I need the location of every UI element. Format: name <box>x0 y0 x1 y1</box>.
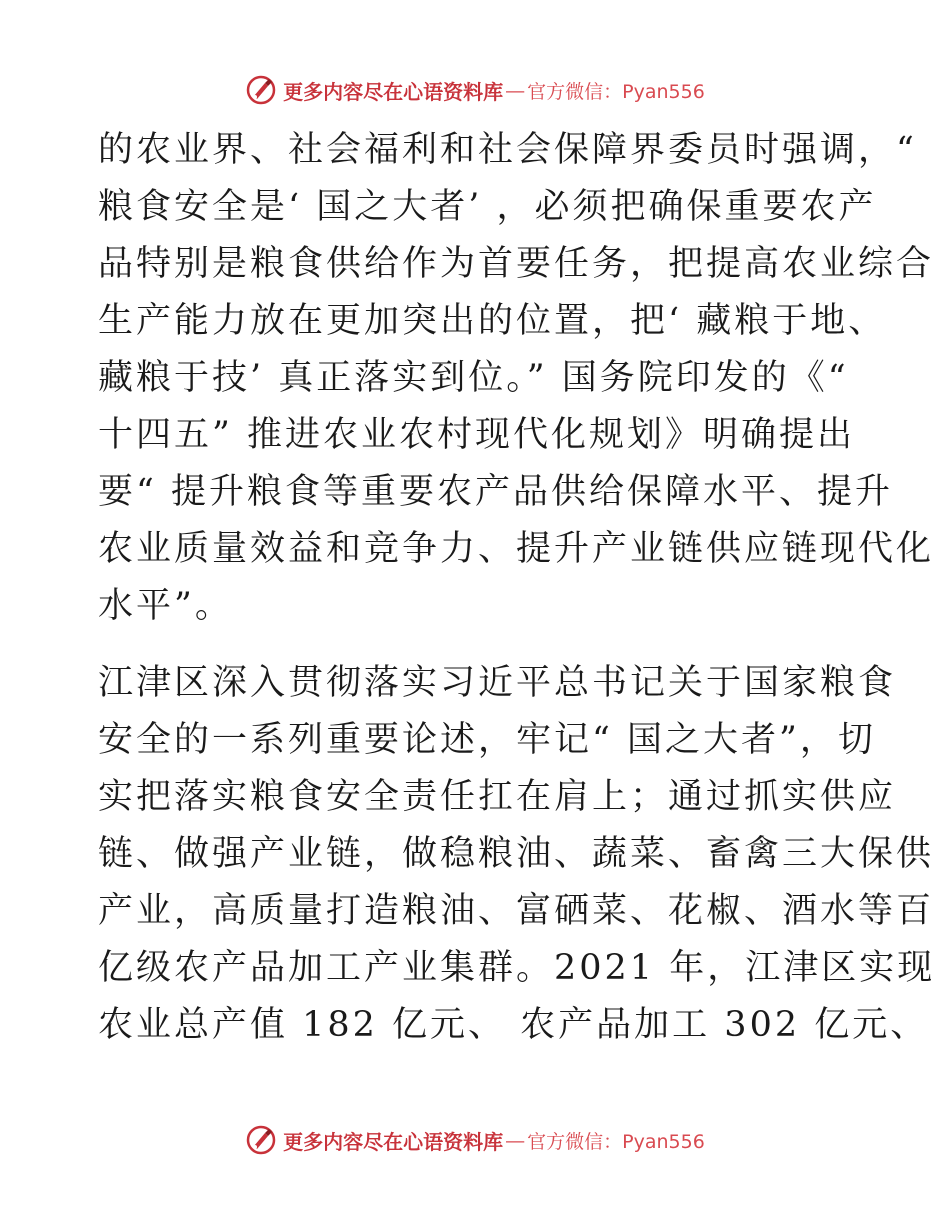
watermark-brand <box>245 1124 705 1156</box>
brand-name: 更多内容尽在心语资料库 <box>283 79 504 104</box>
brand-name: 更多内容尽在心语资料库 <box>283 1129 504 1154</box>
text-line: 亿级农产品加工产业集群。2021 年，江津区实现 <box>98 948 936 988</box>
brand-wechat: 官方微信：Pyan556 <box>527 80 705 103</box>
text-line: 的农业界、社会福利和社会保障界委员时强调，“ <box>98 130 917 170</box>
page-footer <box>0 1120 950 1160</box>
page-header <box>0 70 950 110</box>
watermark-brand <box>245 74 705 106</box>
text-line: 要“ 提升粮食等重要农产品供给保障水平、提升 <box>98 472 894 512</box>
text-line: 十四五” 推进农业农村现代化规划》明确提出 <box>98 415 856 455</box>
text-line: 粮食安全是‘ 国之大者’ ，必须把确保重要农产 <box>98 187 877 227</box>
brand-separator: — <box>505 78 526 102</box>
text-line: 生产能力放在更加突出的位置，把‘ 藏粮于地、 <box>98 301 887 341</box>
paragraph-2 <box>98 655 936 1054</box>
brand-logo-icon <box>245 1124 277 1156</box>
text-line: 品特别是粮食供给作为首要任务，把提高农业综合 <box>98 244 935 284</box>
paragraph-1 <box>98 122 935 635</box>
text-line: 链、做强产业链，做稳粮油、蔬菜、畜禽三大保供 <box>98 834 935 874</box>
text-line: 产业，高质量打造粮油、富硒菜、花椒、酒水等百 <box>98 891 935 931</box>
text-line: 实把落实粮食安全责任扛在肩上；通过抓实供应 <box>98 777 897 817</box>
text-line: 江津区深入贯彻落实习近平总书记关于国家粮食 <box>98 663 897 703</box>
text-line: 农业总产值 182 亿元、 农产品加工 302 亿元、 <box>98 1005 929 1045</box>
document-body <box>98 122 936 1054</box>
brand-logo-icon <box>245 74 277 106</box>
brand-wechat: 官方微信：Pyan556 <box>527 1130 705 1153</box>
paragraph-gap <box>98 635 858 655</box>
text-line: 农业质量效益和竞争力、提升产业链供应链现代化 <box>98 529 935 569</box>
text-line: 藏粮于技’ 真正落实到位。” 国务院印发的《“ <box>98 358 849 398</box>
brand-separator: — <box>505 1128 526 1152</box>
text-line: 水平”。 <box>98 586 233 626</box>
text-line: 安全的一系列重要论述，牢记“ 国之大者”，切 <box>98 720 876 760</box>
